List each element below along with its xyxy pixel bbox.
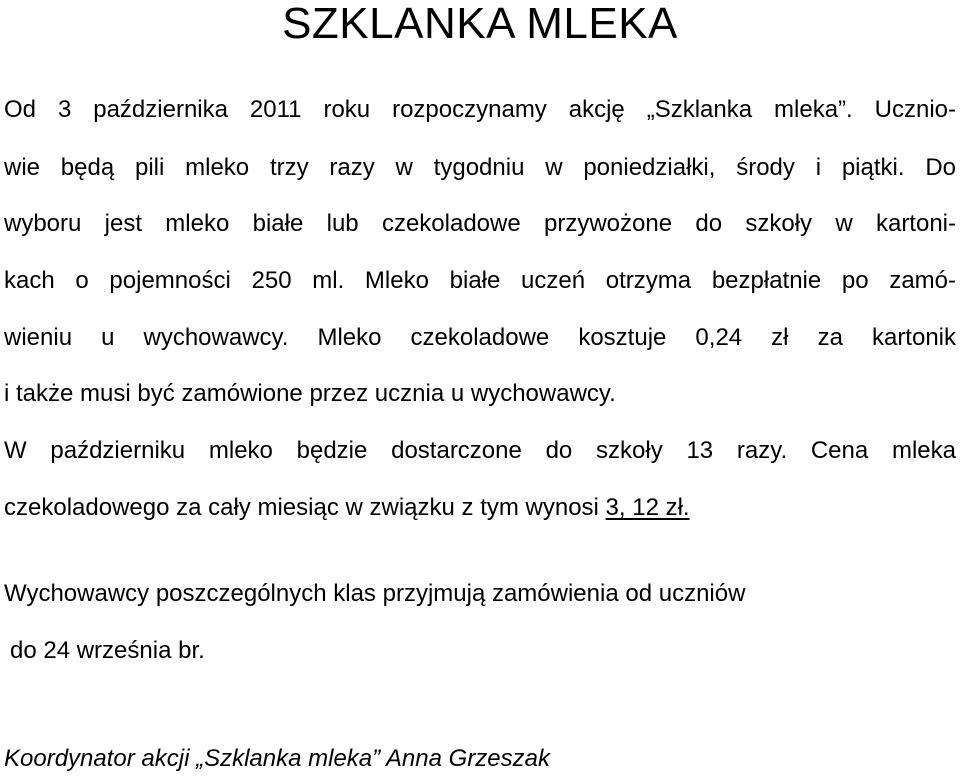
price-sentence: czekoladowego za cały miesiąc w związku z tym wynosi <box>4 494 606 521</box>
paragraph-1-line-6: i także musi być zamówione przez ucznia u wychowawcy. <box>4 380 616 407</box>
paragraph-1-line-4: kach o pojemności 250 ml. Mleko białe uczeń otrzyma bezpłatnie po zamó- <box>4 267 956 294</box>
paragraph-1-line-5: wieniu u wychowawcy. Mleko czekoladowe kosztuje 0,24 zł za kartonik <box>4 324 956 351</box>
paragraph-3-line-1: Wychowawcy poszczególnych klas przyjmują zamówienia od uczniów <box>4 580 746 607</box>
paragraph-1-line-2: wie będą pili mleko trzy razy w tygodniu w poniedziałki, środy i piątki. Do <box>4 154 956 181</box>
monthly-price: 3, 12 zł. <box>605 494 690 521</box>
paragraph-1-line-3: wyboru jest mleko białe lub czekoladowe przywożone do szkoły w kartoni- <box>4 210 956 237</box>
page-title: SZKLANKA MLEKA <box>282 0 678 48</box>
coordinator-signature: Koordynator akcji „Szklanka mleka” Anna Grzeszak <box>4 745 550 772</box>
paragraph-2-line-2 <box>4 494 690 522</box>
paragraph-3-line-2: do 24 września br. <box>10 637 205 664</box>
paragraph-1-line-1: Od 3 października 2011 roku rozpoczynamy akcję „Szklanka mleka”. Ucznio- <box>4 96 956 123</box>
paragraph-2-line-1: W październiku mleko będzie dostarczone do szkoły 13 razy. Cena mleka <box>4 437 956 464</box>
